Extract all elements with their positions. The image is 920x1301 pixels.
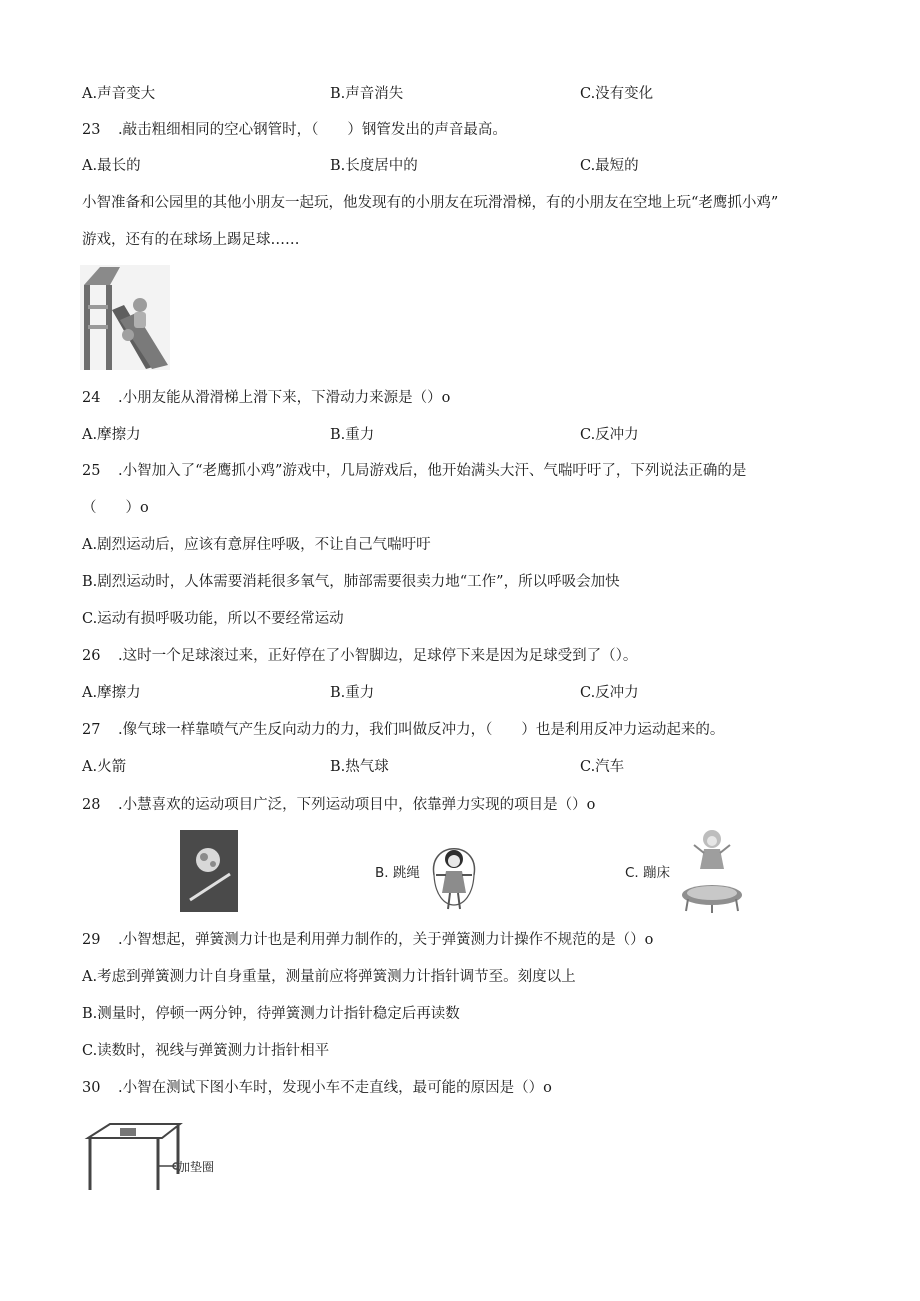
q25-question	[82, 461, 746, 481]
q29-option-a: A.考虑到弹簧测力计自身重量，测量前应将弹簧测力计指针调节至。刻度以上	[82, 969, 576, 985]
q27-question	[82, 720, 724, 740]
trampoline-image	[680, 825, 744, 913]
q23-option-c: C.最短的	[580, 158, 639, 174]
q23-text: .敲击粗细相同的空心钢管时，（ ）钢管发出的声音最高。	[118, 122, 507, 138]
q29-number: 29	[82, 932, 101, 948]
q26-question	[82, 646, 637, 666]
q22-option-a: A.声音变大	[82, 86, 156, 102]
q25-question-cont: （ ）o	[82, 500, 149, 516]
q24-option-a: A.摩擦力	[82, 427, 141, 443]
q26-option-b: B.重力	[330, 685, 375, 701]
passage-line-2: 游戏，还有的在球场上踢足球……	[82, 232, 300, 248]
option-c-label: C. 蹦床	[625, 865, 671, 881]
q26-number: 26	[82, 648, 101, 664]
q29-option-c: C.读数时，视线与弹簧测力计指针相平	[82, 1043, 330, 1059]
q25-option-b: B.剧烈运动时，人体需要消耗很多氧气，肺部需要很卖力地“工作”，所以呼吸会加快	[82, 574, 620, 590]
q30-number: 30	[82, 1080, 101, 1096]
q29-question	[82, 930, 653, 950]
q25-text: .小智加入了“老鹰抓小鸡”游戏中，几局游戏后，他开始满头大汗、气喘吁吁了，下列说法正确的是	[118, 463, 747, 479]
q27-text: .像气球一样靠喷气产生反向动力的力，我们叫做反冲力，（ ）也是利用反冲力运动起来的。	[118, 722, 725, 738]
q30-question	[82, 1078, 552, 1098]
q27-option-b: B.热气球	[330, 759, 389, 775]
q24-option-c: C.反冲力	[580, 427, 639, 443]
q25-option-c: C.运动有损呼吸功能，所以不要经常运动	[82, 611, 344, 627]
q26-option-c: C.反冲力	[580, 685, 639, 701]
q27-option-c: C.汽车	[580, 759, 625, 775]
q26-option-a: A.摩擦力	[82, 685, 141, 701]
q25-option-a: A.剧烈运动后，应该有意屏住呼吸，不让自己气喘吁吁	[82, 537, 431, 553]
q24-number: 24	[82, 390, 101, 406]
q23-question	[82, 120, 507, 140]
q29-text: .小智想起，弹簧测力计也是利用弹力制作的，关于弹簧测力计操作不规范的是（）o	[118, 932, 654, 948]
option-a-sport-image	[180, 830, 238, 912]
q24-text: .小朋友能从滑滑梯上滑下来，下滑动力来源是（）o	[118, 390, 451, 406]
q25-number: 25	[82, 463, 101, 479]
q28-question	[82, 795, 595, 815]
q22-option-c: C.没有变化	[580, 86, 654, 102]
passage-line-1: 小智准备和公园里的其他小朋友一起玩，他发现有的小朋友在玩滑滑梯，有的小朋友在空地上玩“老鹰抓小鸡”	[82, 195, 779, 211]
q30-image-label: 加垫圈	[178, 1160, 215, 1174]
q29-option-b: B.测量时，停顿一两分钟，待弹簧测力计指针稳定后再读数	[82, 1006, 460, 1022]
q23-number: 23	[82, 122, 101, 138]
q27-number: 27	[82, 722, 101, 738]
q28-number: 28	[82, 797, 101, 813]
q24-question	[82, 388, 450, 408]
slide-illustration	[80, 265, 170, 370]
q24-option-b: B.重力	[330, 427, 375, 443]
q27-option-a: A.火箭	[82, 759, 127, 775]
option-b-label: B. 跳绳	[375, 865, 420, 881]
q23-option-a: A.最长的	[82, 158, 141, 174]
q30-text: .小智在测试下图小车时，发现小车不走直线，最可能的原因是（）o	[118, 1080, 552, 1096]
q28-text: .小慧喜欢的运动项目广泛，下列运动项目中，依靠弹力实现的项目是（）o	[118, 797, 596, 813]
toy-car-table-image	[80, 1122, 192, 1192]
q22-option-b: B.声音消失	[330, 86, 404, 102]
q26-text: .这时一个足球滚过来，正好停在了小智脚边，足球停下来是因为足球受到了（）。	[118, 648, 638, 664]
q23-option-b: B.长度居中的	[330, 158, 418, 174]
jump-rope-girl-image	[428, 835, 480, 915]
